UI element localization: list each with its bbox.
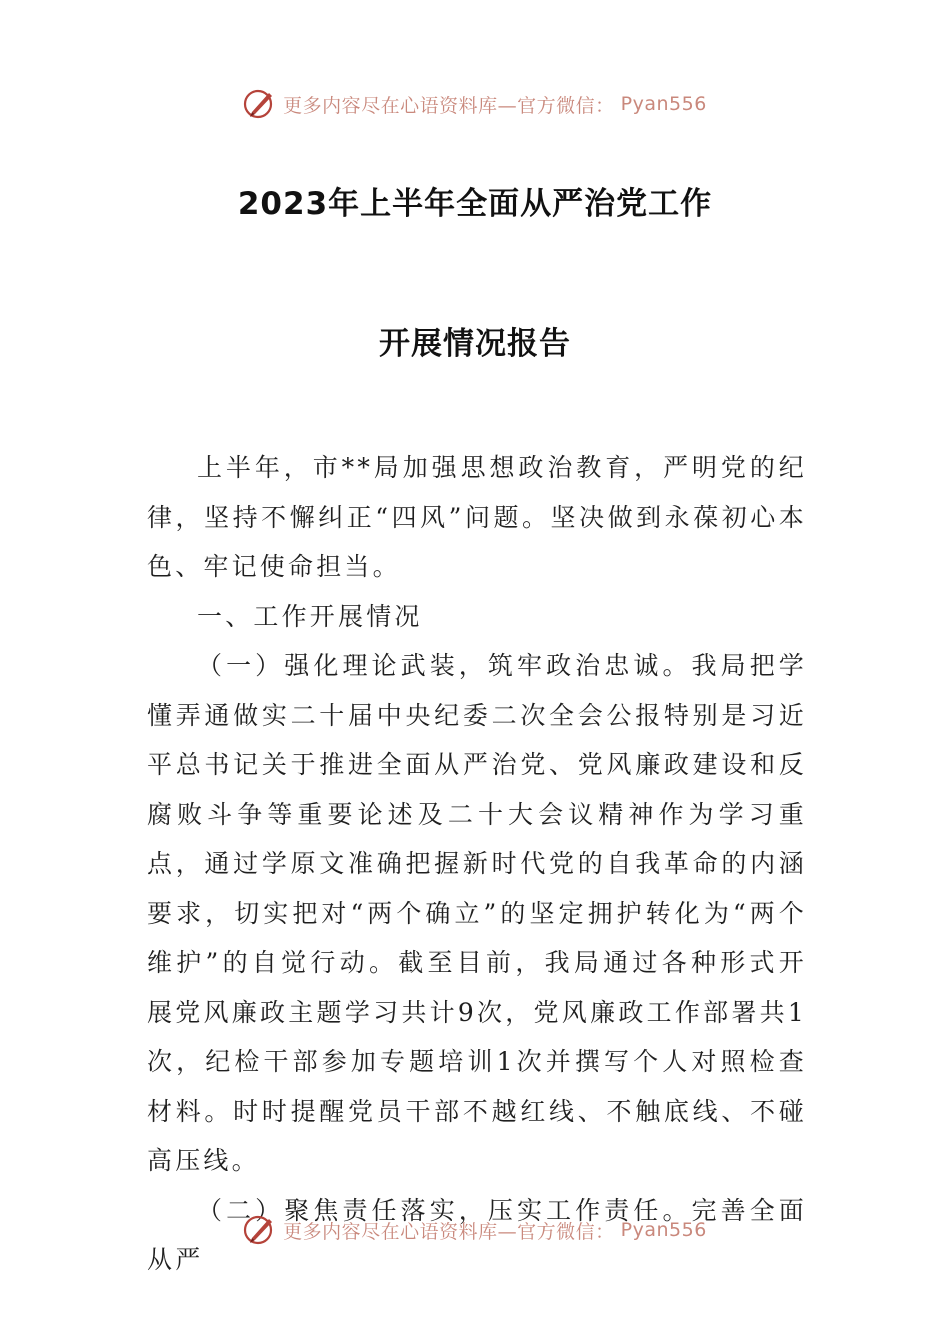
watermark-footer xyxy=(0,1210,950,1250)
pen-logo-icon xyxy=(243,87,277,121)
watermark-wechat-id: Pyan556 xyxy=(620,1219,707,1241)
watermark-wechat-id: Pyan556 xyxy=(620,93,707,115)
document-body xyxy=(147,443,807,1285)
watermark-text: 更多内容尽在心语资料库—官方微信： xyxy=(283,1220,615,1243)
intro-paragraph: 上半年，市**局加强思想政治教育，严明党的纪律，坚持不懈纠正“四风”问题。坚决做到永葆初心本色、牢记使命担当。 xyxy=(147,453,807,581)
body-paragraph: （二）聚焦责任落实，压实工作责任。完善全面从严 xyxy=(147,1195,807,1274)
section-heading: 一、工作开展情况 xyxy=(197,601,423,631)
document-title-line-1: 2023年上半年全面从严治党工作 xyxy=(237,186,713,222)
watermark-text: 更多内容尽在心语资料库—官方微信： xyxy=(283,94,615,117)
pen-logo-icon xyxy=(243,1213,277,1247)
document-title-line-2: 开展情况报告 xyxy=(379,326,571,362)
watermark-header xyxy=(0,84,950,124)
body-paragraph: （一）强化理论武装，筑牢政治忠诚。我局把学懂弄通做实二十届中央纪委二次全会公报特别是习近平总书记关于推进全面从严治党、党风廉政建设和反腐败斗争等重要论述及二十大会议精神作为学习重点，通过学原文准确把握新时代党的自我革命的内涵要求，切实把对“两个确立”的坚定拥护转化为“两个维护”的自觉行动。截至目前，我局通过各种形式开展党风廉政主题学习共计9次，党风廉政工作部署共1次，纪检干部参加专题培训1次并撰写个人对照检查材料。时时提醒党员干部不越红线、不触底线、不碰高压线。 xyxy=(147,651,807,1175)
